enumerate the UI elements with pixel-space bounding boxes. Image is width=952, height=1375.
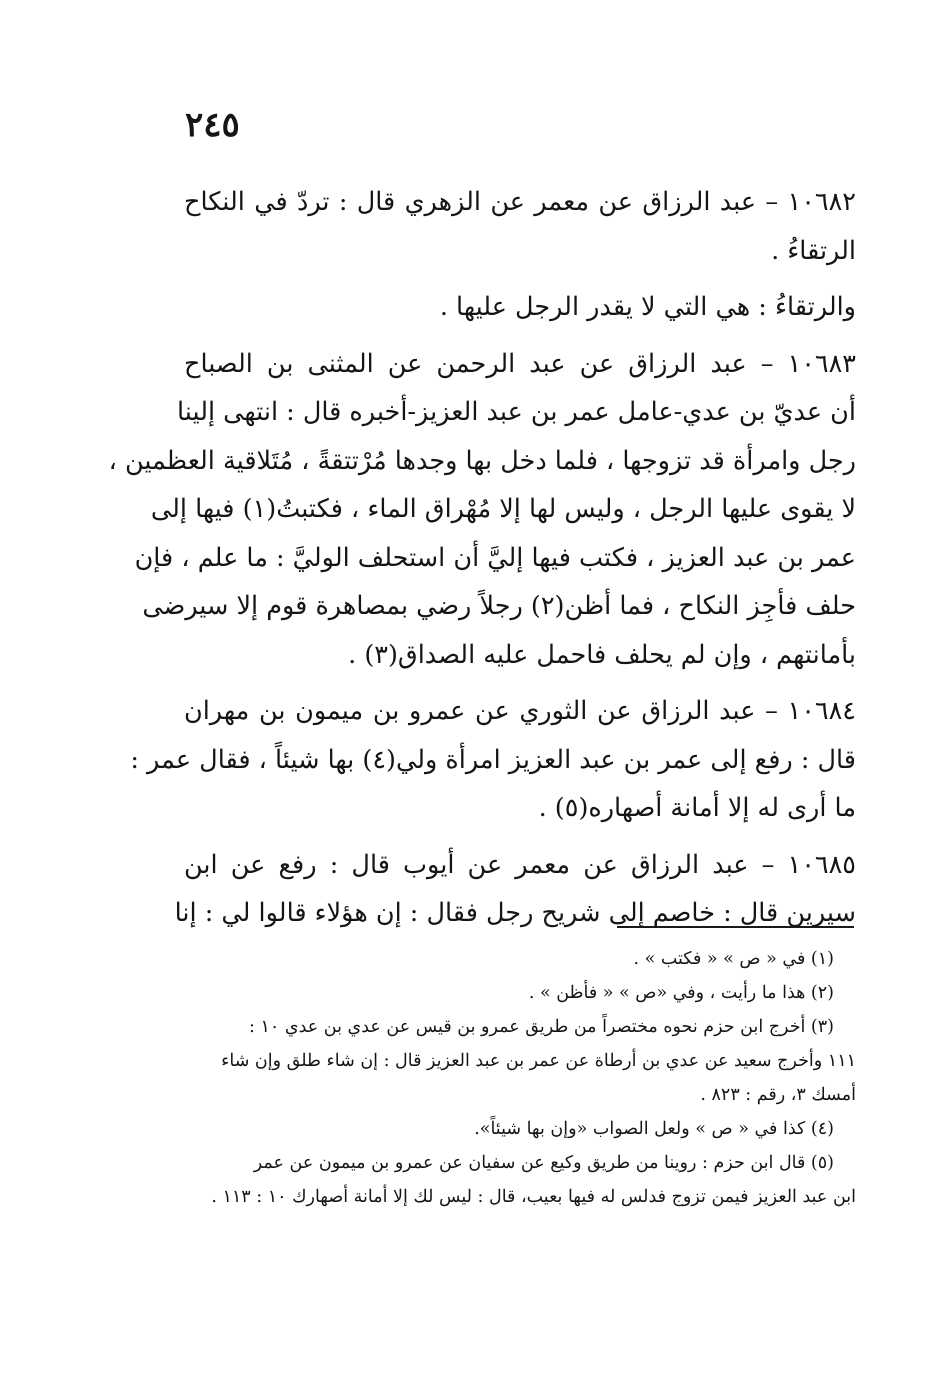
hadith-paragraph-10682 [184, 178, 856, 275]
footnote-line: (٣) أخرج ابن حزم نحوه مختصراً من طريق عمرو بن قيس عن عدي بن عدي ١٠ : [249, 1017, 834, 1037]
footnotes [184, 942, 856, 1214]
text-line: والرتقاءُ : هي التي لا يقدر الرجل عليها . [439, 292, 856, 322]
text-line: رجل وامرأة قد تزوجها ، فلما دخل بها وجدها مُرْتتقةً ، مُتَلاقية العظمين ، [108, 445, 856, 476]
text-line: ١٠٦٨٤ – عبد الرزاق عن الثوري عن عمرو بن ميمون بن مهران [184, 696, 856, 726]
text-line: بأمانتهم ، وإن لم يحلف فاحمل عليه الصداق(٣) . [348, 639, 856, 670]
footnote-4 [184, 1112, 856, 1146]
hadith-paragraph-10684 [130, 687, 856, 833]
footnote-line: ابن عبد العزيز فيمن تزوج فدلس له فيها بعيب، قال : ليس لك إلا أمانة أصهارك ١٠ : ١١٣ . [211, 1187, 856, 1207]
text-line: ١٠٦٨٥ – عبد الرزاق عن معمر عن أيوب قال : رفع عن ابن [184, 849, 856, 880]
hadith-paragraph-10683 [108, 340, 856, 680]
footnote-2 [184, 976, 856, 1010]
text-line: ١٠٦٨٢ – عبد الرزاق عن معمر عن الزهري قال : تردّ في النكاح [184, 187, 856, 217]
hadith-paragraph-10685 [174, 841, 856, 938]
text-line: حلف فأجِز النكاح ، فما أظن(٢) رجلاً رضي بمصاهرة قوم إلا سيرضى [142, 591, 856, 621]
text-line: الرتقاءُ . [771, 235, 856, 266]
footnote-line: (٢) هذا ما رأيت ، وفي «ص » « فأظن » . [528, 983, 834, 1003]
definition-paragraph [184, 283, 856, 332]
footnote-5 [184, 1146, 856, 1214]
main-text [108, 178, 856, 946]
footnote-line: أمسك ٣، رقم : ٨٢٣ . [700, 1085, 856, 1105]
text-line: قال : رفع إلى عمر بن عبد العزيز امرأة ولي(٤) بها شيئاً ، فقال عمر : [130, 744, 856, 775]
text-line: عمر بن عبد العزيز ، فكتب فيها إليَّ أن استحلف الوليَّ : ما علم ، فإن [134, 542, 856, 573]
footnote-3 [184, 1010, 856, 1112]
footnote-line: (١) في « ص » « فكتب » . [633, 949, 834, 969]
text-line: لا يقوى عليها الرجل ، وليس لها إلا مُهْراق الماء ، فكتبتُ(١) فيها إلى [150, 494, 856, 524]
text-line: ما أرى له إلا أمانة أصهاره(٥) . [538, 793, 856, 823]
footnote-divider [617, 926, 854, 928]
text-line: ١٠٦٨٣ – عبد الرزاق عن عبد الرحمن عن المثنى بن الصباح [184, 348, 856, 379]
footnote-line: (٤) كذا في « ص » ولعل الصواب «وإن بها شيئاً». [474, 1119, 834, 1139]
text-line: أن عديّ بن عدي-عامل عمر بن عبد العزيز-أخبره قال : انتهى إلينا [177, 397, 856, 427]
footnote-line: (٥) قال ابن حزم : روينا من طريق وكيع عن سفيان عن عمرو بن ميمون عن عمر [253, 1153, 834, 1173]
page-number: ٢٤٥ [185, 105, 240, 145]
text-line: سيرين قال : خاصم إلى شريح رجل فقال : إن هؤلاء قالوا لي : إنا [174, 898, 856, 928]
footnote-line: ١١١ وأخرج سعيد عن عدي بن أرطاة عن عمر بن عبد العزيز قال : إن شاء طلق وإن شاء [221, 1051, 856, 1071]
footnote-1 [184, 942, 856, 976]
